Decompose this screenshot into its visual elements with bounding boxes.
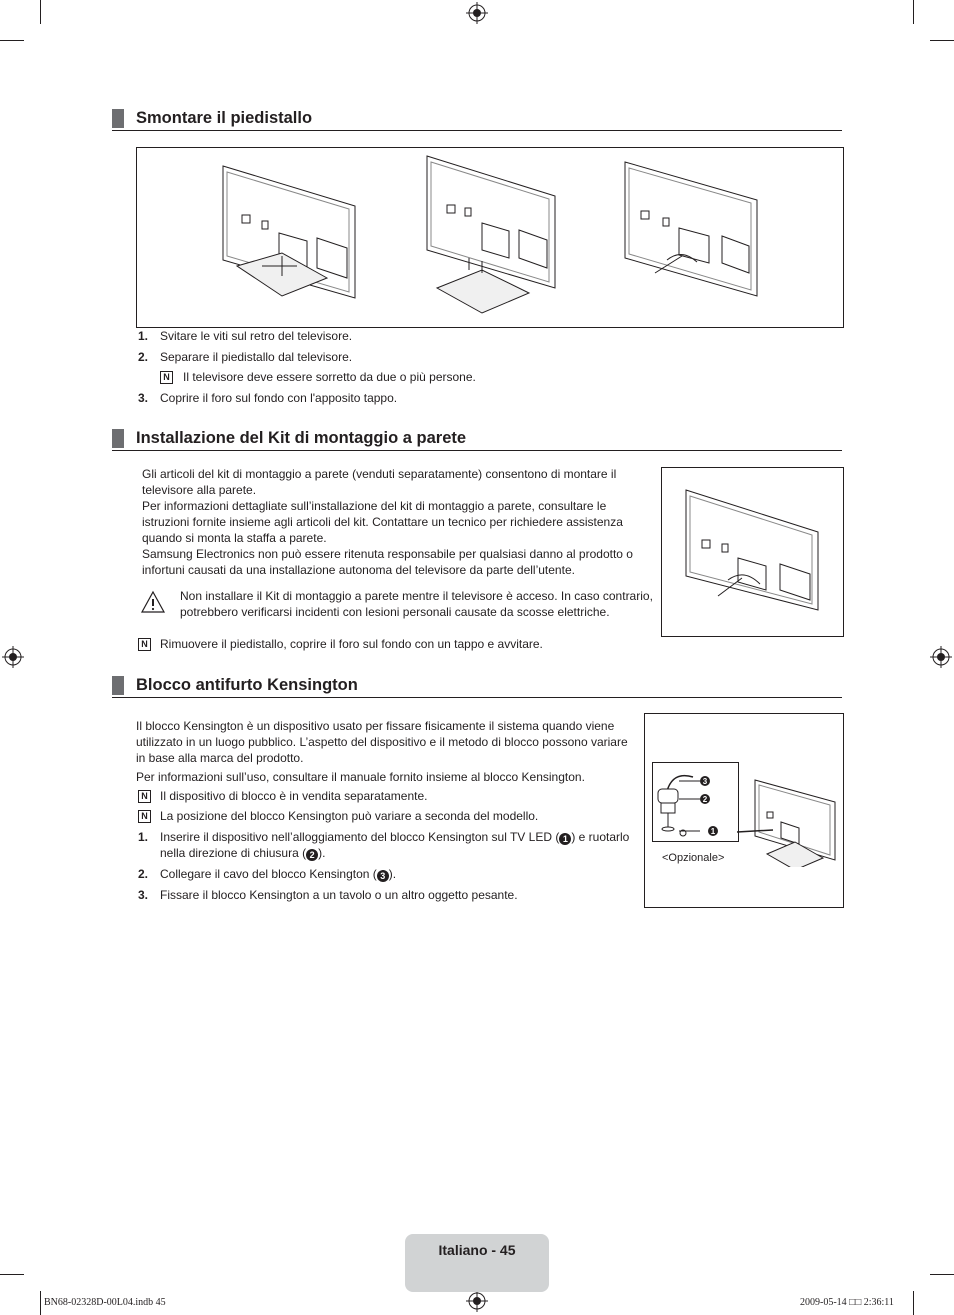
section-title-stand — [112, 108, 842, 131]
step-number: 1. — [138, 830, 149, 844]
paragraph-line: infortuni causati da una installazione autonoma del televisore da parte dell’utente. — [142, 563, 575, 577]
crop-mark — [0, 1274, 24, 1275]
step-text-part: ). — [388, 867, 397, 881]
registration-mark-icon — [466, 2, 488, 24]
callout-label: 3 — [702, 777, 708, 786]
step-text-part: nella direzione di chiusura ( — [160, 846, 307, 860]
step-text: Coprire il foro sul fondo con l'apposito tappo. — [160, 391, 398, 405]
crop-mark — [0, 40, 24, 41]
note-text: Il dispositivo di blocco è in vendita separatamente. — [160, 789, 428, 803]
step-number: 3. — [138, 888, 149, 902]
paragraph-line: Per informazioni dettagliate sull’installazione del kit di montaggio a parete, consultare le — [142, 499, 607, 513]
crop-mark — [930, 1274, 954, 1275]
section-title-text: Installazione del Kit di montaggio a parete — [136, 429, 467, 447]
paragraph-line: utilizzato in un luogo pubblico. L’aspetto del dispositivo e il metodo di blocco possono variare — [136, 735, 628, 749]
paragraph-line: istruzioni fornite insieme agli articoli del kit. Contattare un tecnico per richiedere assistenza — [142, 515, 623, 529]
tv-stand-removal-illustration — [137, 148, 843, 327]
step-text-part: ). — [318, 846, 326, 860]
step-text — [160, 866, 396, 882]
note-icon: N — [138, 790, 151, 803]
step-text-part: Inserire il dispositivo nell’alloggiamento del blocco Kensington sul TV LED ( — [160, 830, 560, 844]
page-number-tab — [405, 1234, 549, 1292]
step-text: Fissare il blocco Kensington a un tavolo o un altro oggetto pesante. — [160, 888, 518, 902]
step-number: 2. — [138, 350, 149, 364]
crop-mark — [930, 40, 954, 41]
section-title-wall-mount — [112, 428, 842, 451]
registration-mark-icon — [466, 1290, 488, 1312]
callout-label: 2 — [702, 795, 708, 804]
step-number: 1. — [138, 329, 149, 343]
step-text-part: ) e ruotarlo — [571, 830, 630, 844]
crop-mark — [913, 0, 914, 24]
kensington-lock-icon — [653, 763, 738, 841]
step-text — [160, 845, 325, 861]
section-title-kensington — [112, 675, 842, 698]
callout-1-icon: 1 — [559, 833, 571, 845]
note-text: La posizione del blocco Kensington può variare a seconda del modello. — [160, 809, 539, 823]
crop-mark — [913, 1291, 914, 1315]
page-number-label: Italiano - 45 — [438, 1242, 516, 1258]
step-text: Separare il piedistallo dal televisore. — [160, 350, 353, 364]
step-text-part: Collegare il cavo del blocco Kensington ( — [160, 867, 377, 881]
note-icon: N — [160, 371, 173, 384]
tv-back-illustration — [662, 468, 843, 636]
section-bar — [112, 676, 124, 695]
section-bar — [112, 429, 124, 448]
note-icon: N — [138, 638, 151, 651]
section-bar — [112, 109, 124, 128]
registration-mark-icon — [2, 646, 24, 668]
printer-file-name: BN68-02328D-00L04.indb 45 — [44, 1297, 166, 1308]
warning-text: potrebbero verificarsi incidenti con lesioni personali causate da scosse elettriche. — [180, 605, 610, 619]
paragraph-line: in base alla marca del prodotto. — [136, 751, 304, 765]
crop-mark — [40, 0, 41, 24]
step-number: 2. — [138, 867, 149, 881]
kensington-illustration-box — [644, 713, 844, 908]
paragraph-line: Gli articoli del kit di montaggio a parete (venduti separatamente) consentono di montare il — [142, 467, 617, 481]
note-text: Rimuovere il piedistallo, coprire il foro sul fondo con un tappo e avvitare. — [160, 637, 543, 651]
stand-illustration-box — [136, 147, 844, 328]
warning-icon — [140, 590, 166, 614]
step-text — [160, 829, 629, 845]
tv-with-lock-illustration — [737, 772, 841, 867]
paragraph-line: Samsung Electronics non può essere ritenuta responsabile per qualsiasi danno al prodotto o — [142, 547, 633, 561]
wall-mount-illustration-box — [661, 467, 844, 637]
callout-2-icon: 2 — [306, 849, 318, 861]
section-title-text: Blocco antifurto Kensington — [136, 676, 358, 694]
paragraph-line: quando si monta la staffa a parete. — [142, 531, 327, 545]
step-number: 3. — [138, 391, 149, 405]
callout-label: 1 — [710, 827, 716, 836]
note-text: Il televisore deve essere sorretto da due o più persone. — [183, 370, 476, 384]
paragraph-line: Il blocco Kensington è un dispositivo usato per fissare fisicamente il sistema quando viene — [136, 719, 615, 733]
registration-mark-icon — [930, 646, 952, 668]
optional-label: <Opzionale> — [662, 852, 725, 864]
callout-3-icon: 3 — [377, 870, 389, 882]
warning-text: Non installare il Kit di montaggio a parete mentre il televisore è acceso. In caso contrario, — [180, 589, 653, 603]
printer-timestamp: 2009-05-14 □□ 2:36:11 — [800, 1297, 894, 1308]
step-text: Svitare le viti sul retro del televisore. — [160, 329, 353, 343]
paragraph-line: televisore alla parete. — [142, 483, 257, 497]
crop-mark — [40, 1291, 41, 1315]
note-icon: N — [138, 810, 151, 823]
lock-detail-box — [652, 762, 739, 842]
info-text: Per informazioni sull’uso, consultare il manuale fornito insieme al blocco Kensington. — [136, 770, 585, 784]
section-title-text: Smontare il piedistallo — [136, 109, 313, 127]
